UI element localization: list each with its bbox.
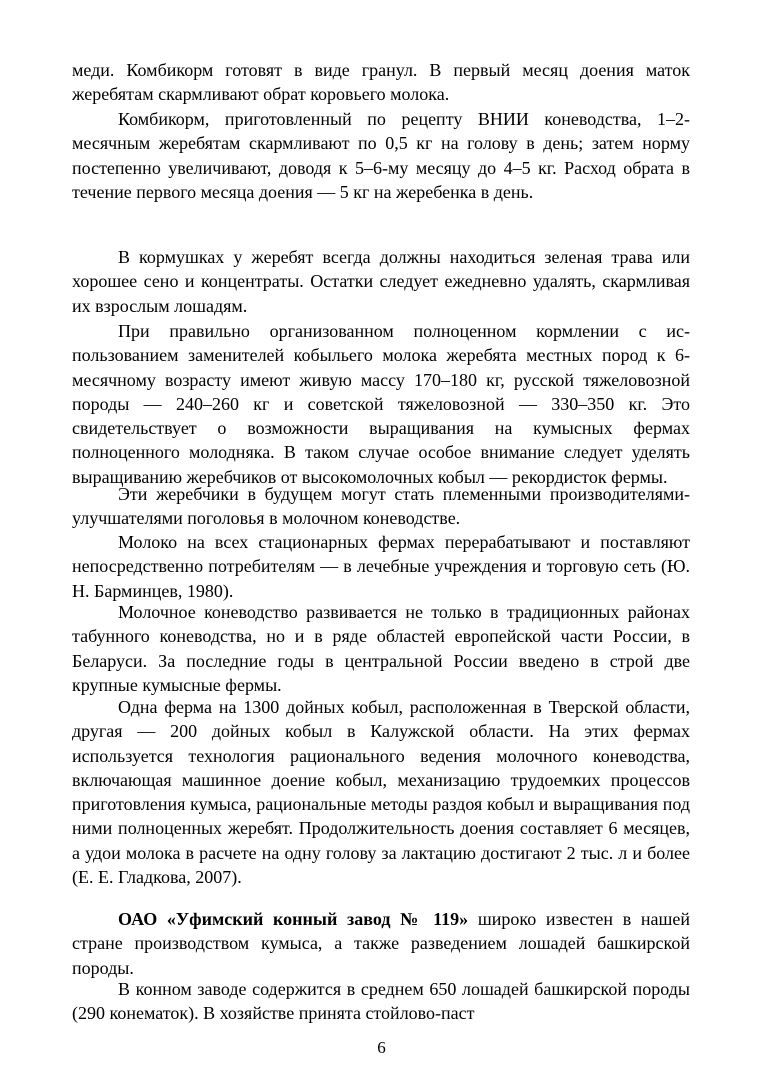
paragraph-2 <box>72 107 690 204</box>
paragraph-1 <box>72 58 690 107</box>
paragraph-7 <box>72 600 690 697</box>
paragraph-1-text: меди. Комбикорм готовят в виде гранул. В первый месяц доения маток жеребятам скармливают обрат коровьего молока. <box>72 60 690 105</box>
paragraph-9-text: широко известен в нашей стране производством кумыса, а также разведением лошадей башкирской породы. <box>72 909 691 978</box>
paragraph-10 <box>72 977 690 1026</box>
page-number: 6 <box>377 1038 386 1057</box>
paragraph-3-text: В кормушках у жеребят всегда должны находиться зеленая трава или хорошее сено и концентраты. Остатки следует ежедневно удалять, скармливая их взрослым лошадям. <box>72 247 690 316</box>
paragraph-4 <box>72 319 690 489</box>
company-name: ОАО «Уфимский конный завод № 119» <box>118 909 469 929</box>
paragraph-4-text: При правильно организованном полноценном кормлении с использованием заменителей кобыльего молока жеребята местных пород к 6-месячному возрасту имеют живую массу 170–180 кг, русской тяжеловозной породы — 240–260 кг и советской тяжеловозной — 330–350 кг. Это свидетельствует о возможности выращивания на кумысных фермах полноценного молодняка. В таком случае особое внимание следует уделять выращиванию жеребчиков от высокомолочных кобыл — рекордисток фермы. <box>72 321 690 487</box>
paragraph-7-text: Молочное коневодство развивается не только в традиционных районах табунного коневодства, но и в ряде областей европейской части России, в Беларуси. За последние годы в центральной России введено в строй две крупные кумысные фермы. <box>72 602 690 695</box>
paragraph-8-text: Одна ферма на 1300 дойных кобыл, расположенная в Тверской области, другая — 200 дойных кобыл в Калужской области. На этих фермах используется технология рационального ведения молочного коневодства, включающая машинное доение кобыл, механизацию трудоемких процессов приготовления кумыса, рациональные методы раздоя кобыл и выращивания под ними полноценных жеребят. Продолжительность доения составляет 6 месяцев, а удои молока в расчете на одну голову за лактацию достигают 2 тыс. л и более (Е. Е. Гладкова, 2007). <box>72 697 690 888</box>
paragraph-3 <box>72 245 690 318</box>
paragraph-9 <box>72 907 690 980</box>
paragraph-6 <box>72 530 690 603</box>
paragraph-10-text: В конном заводе содержится в среднем 650 лошадей башкирской породы (290 конематок). В хозяйстве принята стойлово-паст <box>72 979 690 1024</box>
paragraph-6-text: Молоко на всех стационарных фермах перерабатывают и поставляют непосредственно потребителям — в лечебные учреждения и торговую сеть (Ю. Н. Барминцев, 1980). <box>72 532 690 601</box>
paragraph-5-text: Эти жеребчики в будущем могут стать племенными производителями-улучшателями поголовья в молочном коневодстве. <box>72 484 690 529</box>
paragraph-5 <box>72 482 690 531</box>
paragraph-8 <box>72 695 690 889</box>
paragraph-2-text: Комбикорм, приготовленный по рецепту ВНИИ коневодства, 1–2-месячным жеребятам скармливают по 0,5 кг на голову в день; затем норму постепенно увеличивают, доводя к 5–6-му месяцу до 4–5 кг. Расход обрата в течение первого месяца доения — 5 кг на жеребенка в день. <box>72 109 690 202</box>
